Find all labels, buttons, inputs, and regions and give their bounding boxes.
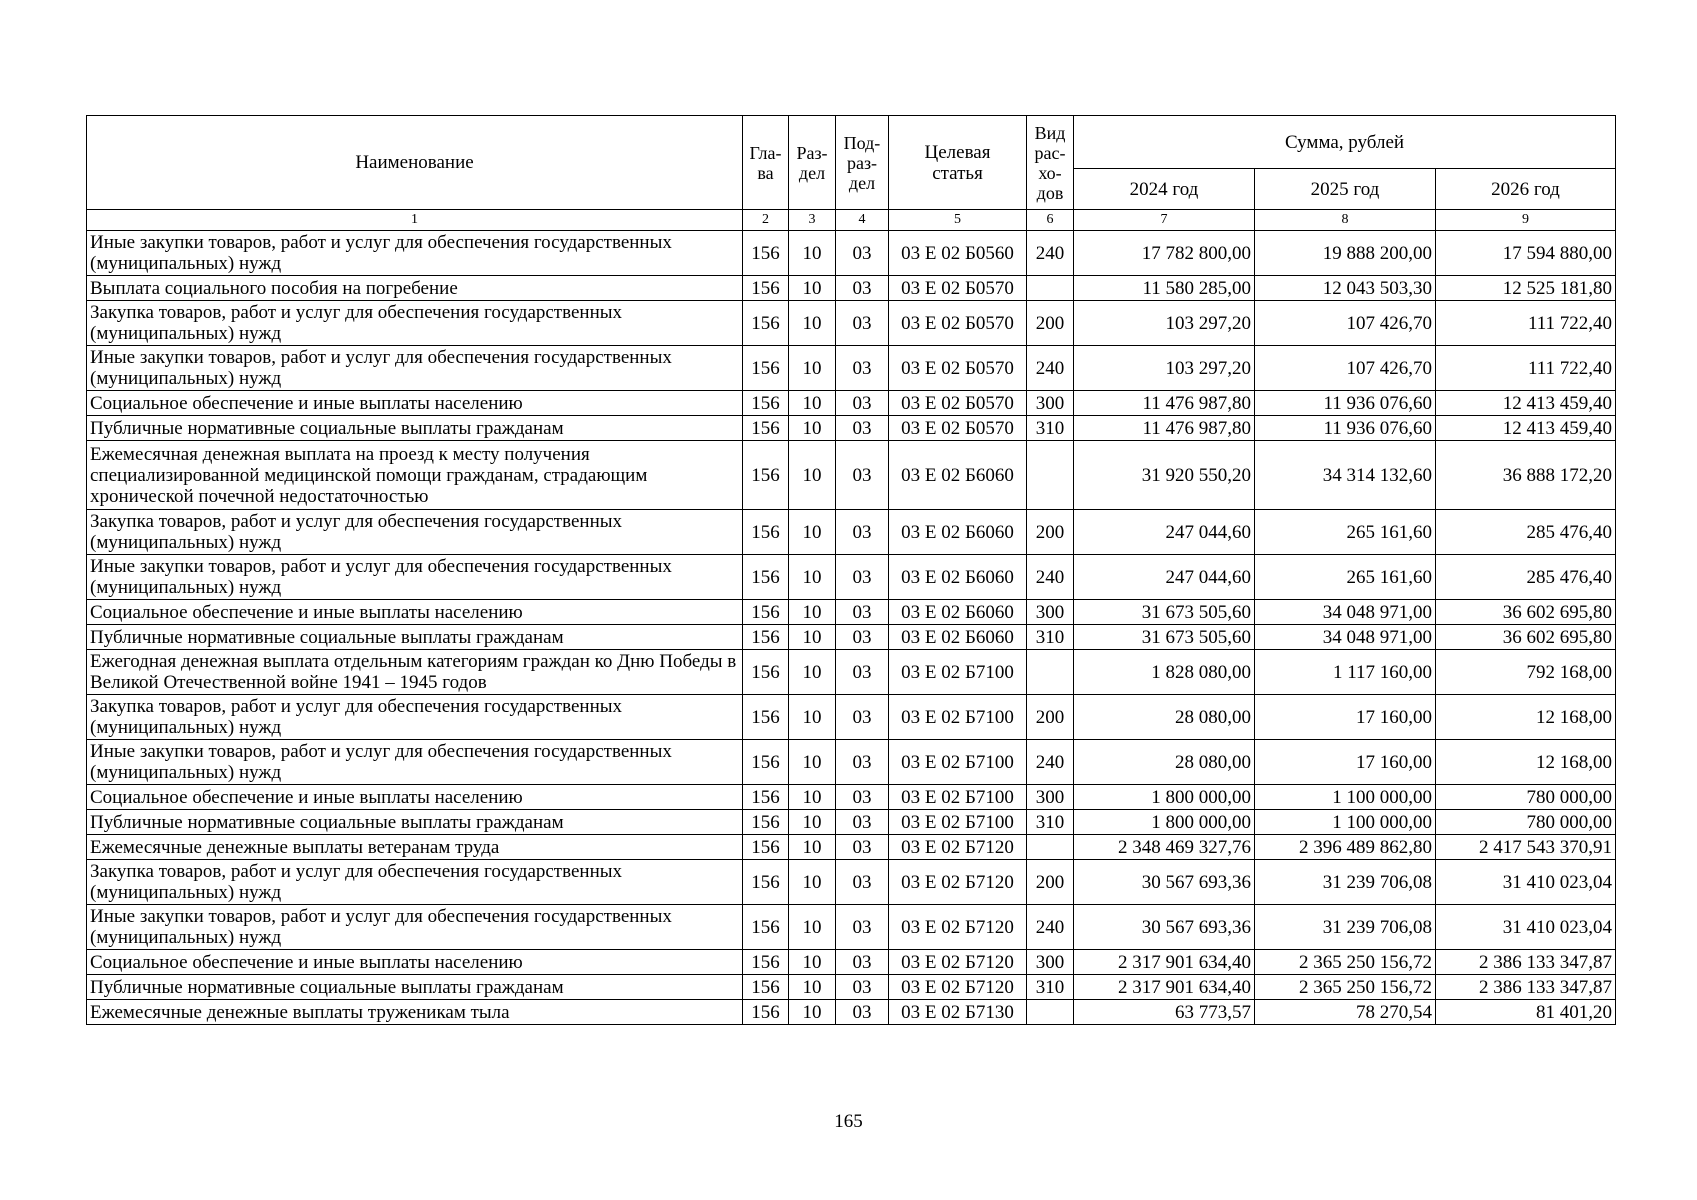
cell-glava: 156 xyxy=(743,416,789,441)
cell-podrazdel: 03 xyxy=(836,276,889,301)
cell-glava: 156 xyxy=(743,695,789,740)
cell-glava: 156 xyxy=(743,301,789,346)
table-body xyxy=(87,231,1616,1025)
column-number-cell: 6 xyxy=(1027,210,1074,231)
table-row xyxy=(87,810,1616,835)
cell-razdel: 10 xyxy=(789,650,836,695)
cell-sum-2024: 103 297,20 xyxy=(1074,346,1255,391)
cell-sum-2026: 12 413 459,40 xyxy=(1436,391,1616,416)
table-row xyxy=(87,441,1616,510)
cell-celevaya-statya: 03 Е 02 Б6060 xyxy=(889,625,1027,650)
cell-podrazdel: 03 xyxy=(836,975,889,1000)
cell-sum-2024: 103 297,20 xyxy=(1074,301,1255,346)
cell-razdel: 10 xyxy=(789,276,836,301)
column-number-cell: 1 xyxy=(87,210,743,231)
cell-glava: 156 xyxy=(743,231,789,276)
cell-vid-rashodov: 240 xyxy=(1027,346,1074,391)
table-row xyxy=(87,695,1616,740)
table-row xyxy=(87,510,1616,555)
cell-razdel: 10 xyxy=(789,1000,836,1025)
table-row xyxy=(87,860,1616,905)
cell-sum-2024: 247 044,60 xyxy=(1074,555,1255,600)
cell-razdel: 10 xyxy=(789,860,836,905)
cell-sum-2026: 780 000,00 xyxy=(1436,810,1616,835)
cell-podrazdel: 03 xyxy=(836,346,889,391)
cell-celevaya-statya: 03 Е 02 Б7100 xyxy=(889,810,1027,835)
cell-celevaya-statya: 03 Е 02 Б7120 xyxy=(889,860,1027,905)
cell-sum-2024: 2 317 901 634,40 xyxy=(1074,950,1255,975)
cell-sum-2025: 265 161,60 xyxy=(1255,510,1436,555)
cell-name: Ежегодная денежная выплата отдельным категориям граждан ко Дню Победы в Великой Отечественной войне 1941 – 1945 годов xyxy=(87,650,743,695)
cell-glava: 156 xyxy=(743,975,789,1000)
cell-razdel: 10 xyxy=(789,346,836,391)
cell-sum-2026: 12 168,00 xyxy=(1436,740,1616,785)
cell-vid-rashodov: 300 xyxy=(1027,391,1074,416)
cell-celevaya-statya: 03 Е 02 Б0570 xyxy=(889,416,1027,441)
cell-sum-2026: 36 602 695,80 xyxy=(1436,625,1616,650)
cell-razdel: 10 xyxy=(789,740,836,785)
cell-sum-2025: 11 936 076,60 xyxy=(1255,391,1436,416)
cell-sum-2025: 17 160,00 xyxy=(1255,695,1436,740)
cell-sum-2025: 11 936 076,60 xyxy=(1255,416,1436,441)
table-row xyxy=(87,391,1616,416)
cell-sum-2024: 1 800 000,00 xyxy=(1074,785,1255,810)
cell-sum-2024: 28 080,00 xyxy=(1074,695,1255,740)
cell-name: Иные закупки товаров, работ и услуг для обеспечения государственных (муниципальных) нужд xyxy=(87,346,743,391)
cell-name: Публичные нормативные социальные выплаты гражданам xyxy=(87,416,743,441)
cell-sum-2026: 2 417 543 370,91 xyxy=(1436,835,1616,860)
cell-celevaya-statya: 03 Е 02 Б7120 xyxy=(889,905,1027,950)
cell-podrazdel: 03 xyxy=(836,625,889,650)
cell-sum-2025: 34 048 971,00 xyxy=(1255,600,1436,625)
cell-celevaya-statya: 03 Е 02 Б7100 xyxy=(889,695,1027,740)
cell-sum-2024: 30 567 693,36 xyxy=(1074,905,1255,950)
cell-razdel: 10 xyxy=(789,695,836,740)
cell-vid-rashodov xyxy=(1027,1000,1074,1025)
cell-sum-2024: 11 476 987,80 xyxy=(1074,391,1255,416)
cell-vid-rashodov: 300 xyxy=(1027,785,1074,810)
cell-podrazdel: 03 xyxy=(836,391,889,416)
cell-celevaya-statya: 03 Е 02 Б6060 xyxy=(889,600,1027,625)
cell-sum-2025: 2 365 250 156,72 xyxy=(1255,950,1436,975)
cell-glava: 156 xyxy=(743,441,789,510)
table-row xyxy=(87,416,1616,441)
cell-glava: 156 xyxy=(743,860,789,905)
cell-sum-2026: 111 722,40 xyxy=(1436,301,1616,346)
header-year-2026: 2026 год xyxy=(1436,169,1616,210)
cell-vid-rashodov: 200 xyxy=(1027,695,1074,740)
cell-glava: 156 xyxy=(743,510,789,555)
cell-razdel: 10 xyxy=(789,810,836,835)
cell-name: Иные закупки товаров, работ и услуг для обеспечения государственных (муниципальных) нужд xyxy=(87,231,743,276)
cell-podrazdel: 03 xyxy=(836,695,889,740)
cell-sum-2026: 31 410 023,04 xyxy=(1436,860,1616,905)
cell-glava: 156 xyxy=(743,555,789,600)
table-row xyxy=(87,555,1616,600)
cell-sum-2024: 1 800 000,00 xyxy=(1074,810,1255,835)
cell-name: Закупка товаров, работ и услуг для обеспечения государственных (муниципальных) нужд xyxy=(87,860,743,905)
cell-razdel: 10 xyxy=(789,785,836,810)
cell-razdel: 10 xyxy=(789,625,836,650)
cell-sum-2024: 11 476 987,80 xyxy=(1074,416,1255,441)
cell-vid-rashodov xyxy=(1027,276,1074,301)
cell-vid-rashodov: 240 xyxy=(1027,555,1074,600)
cell-razdel: 10 xyxy=(789,950,836,975)
cell-sum-2025: 265 161,60 xyxy=(1255,555,1436,600)
column-number-cell: 8 xyxy=(1255,210,1436,231)
cell-vid-rashodov: 200 xyxy=(1027,860,1074,905)
cell-celevaya-statya: 03 Е 02 Б7100 xyxy=(889,785,1027,810)
cell-sum-2025: 31 239 706,08 xyxy=(1255,905,1436,950)
cell-sum-2025: 107 426,70 xyxy=(1255,301,1436,346)
cell-celevaya-statya: 03 Е 02 Б6060 xyxy=(889,555,1027,600)
cell-razdel: 10 xyxy=(789,835,836,860)
cell-glava: 156 xyxy=(743,276,789,301)
cell-sum-2025: 2 365 250 156,72 xyxy=(1255,975,1436,1000)
cell-razdel: 10 xyxy=(789,231,836,276)
cell-name: Закупка товаров, работ и услуг для обеспечения государственных (муниципальных) нужд xyxy=(87,510,743,555)
cell-celevaya-statya: 03 Е 02 Б7120 xyxy=(889,950,1027,975)
header-podrazdel: Под- раз- дел xyxy=(836,116,889,210)
cell-podrazdel: 03 xyxy=(836,510,889,555)
cell-sum-2026: 81 401,20 xyxy=(1436,1000,1616,1025)
cell-sum-2025: 1 117 160,00 xyxy=(1255,650,1436,695)
cell-name: Выплата социального пособия на погребение xyxy=(87,276,743,301)
cell-sum-2026: 31 410 023,04 xyxy=(1436,905,1616,950)
cell-glava: 156 xyxy=(743,625,789,650)
table-row xyxy=(87,740,1616,785)
cell-sum-2025: 19 888 200,00 xyxy=(1255,231,1436,276)
cell-podrazdel: 03 xyxy=(836,905,889,950)
header-name: Наименование xyxy=(87,116,743,210)
cell-sum-2026: 12 525 181,80 xyxy=(1436,276,1616,301)
cell-sum-2026: 12 168,00 xyxy=(1436,695,1616,740)
cell-name: Публичные нормативные социальные выплаты гражданам xyxy=(87,625,743,650)
cell-name: Иные закупки товаров, работ и услуг для обеспечения государственных (муниципальных) нужд xyxy=(87,555,743,600)
table-row xyxy=(87,301,1616,346)
cell-sum-2026: 111 722,40 xyxy=(1436,346,1616,391)
table-row xyxy=(87,346,1616,391)
cell-razdel: 10 xyxy=(789,905,836,950)
cell-sum-2025: 12 043 503,30 xyxy=(1255,276,1436,301)
table-row xyxy=(87,276,1616,301)
cell-celevaya-statya: 03 Е 02 Б0560 xyxy=(889,231,1027,276)
column-number-row xyxy=(87,210,1616,231)
cell-sum-2025: 78 270,54 xyxy=(1255,1000,1436,1025)
cell-vid-rashodov: 200 xyxy=(1027,301,1074,346)
cell-glava: 156 xyxy=(743,650,789,695)
cell-name: Социальное обеспечение и иные выплаты населению xyxy=(87,785,743,810)
cell-sum-2024: 11 580 285,00 xyxy=(1074,276,1255,301)
cell-sum-2025: 1 100 000,00 xyxy=(1255,810,1436,835)
cell-vid-rashodov: 240 xyxy=(1027,905,1074,950)
cell-podrazdel: 03 xyxy=(836,441,889,510)
cell-podrazdel: 03 xyxy=(836,950,889,975)
cell-sum-2026: 285 476,40 xyxy=(1436,510,1616,555)
cell-razdel: 10 xyxy=(789,441,836,510)
cell-celevaya-statya: 03 Е 02 Б7120 xyxy=(889,975,1027,1000)
cell-sum-2024: 63 773,57 xyxy=(1074,1000,1255,1025)
cell-celevaya-statya: 03 Е 02 Б7100 xyxy=(889,740,1027,785)
cell-sum-2025: 34 048 971,00 xyxy=(1255,625,1436,650)
table-row xyxy=(87,600,1616,625)
cell-name: Закупка товаров, работ и услуг для обеспечения государственных (муниципальных) нужд xyxy=(87,695,743,740)
header-celevaya-statya: Целевая статья xyxy=(889,116,1027,210)
cell-name: Социальное обеспечение и иные выплаты населению xyxy=(87,950,743,975)
cell-sum-2024: 1 828 080,00 xyxy=(1074,650,1255,695)
budget-table xyxy=(86,115,1616,1025)
cell-sum-2025: 107 426,70 xyxy=(1255,346,1436,391)
cell-sum-2024: 31 920 550,20 xyxy=(1074,441,1255,510)
cell-glava: 156 xyxy=(743,1000,789,1025)
header-glava: Гла- ва xyxy=(743,116,789,210)
cell-glava: 156 xyxy=(743,785,789,810)
cell-celevaya-statya: 03 Е 02 Б0570 xyxy=(889,276,1027,301)
cell-name: Ежемесячные денежные выплаты труженикам тыла xyxy=(87,1000,743,1025)
cell-vid-rashodov: 310 xyxy=(1027,625,1074,650)
cell-vid-rashodov: 240 xyxy=(1027,740,1074,785)
cell-glava: 156 xyxy=(743,835,789,860)
column-number-cell: 7 xyxy=(1074,210,1255,231)
cell-sum-2024: 31 673 505,60 xyxy=(1074,625,1255,650)
cell-name: Иные закупки товаров, работ и услуг для обеспечения государственных (муниципальных) нужд xyxy=(87,740,743,785)
cell-podrazdel: 03 xyxy=(836,860,889,905)
cell-sum-2024: 30 567 693,36 xyxy=(1074,860,1255,905)
cell-celevaya-statya: 03 Е 02 Б7100 xyxy=(889,650,1027,695)
cell-glava: 156 xyxy=(743,740,789,785)
cell-razdel: 10 xyxy=(789,555,836,600)
cell-vid-rashodov: 240 xyxy=(1027,231,1074,276)
table-row xyxy=(87,905,1616,950)
table-row xyxy=(87,785,1616,810)
cell-name: Ежемесячная денежная выплата на проезд к месту получения специализированной медицинской помощи гражданам, страдающим хронической почечной недостаточностью xyxy=(87,441,743,510)
cell-glava: 156 xyxy=(743,600,789,625)
header-year-2024: 2024 год xyxy=(1074,169,1255,210)
cell-razdel: 10 xyxy=(789,301,836,346)
cell-vid-rashodov: 310 xyxy=(1027,416,1074,441)
cell-podrazdel: 03 xyxy=(836,740,889,785)
cell-name: Социальное обеспечение и иные выплаты населению xyxy=(87,600,743,625)
table-row xyxy=(87,950,1616,975)
cell-vid-rashodov: 300 xyxy=(1027,950,1074,975)
cell-name: Публичные нормативные социальные выплаты гражданам xyxy=(87,975,743,1000)
cell-sum-2026: 2 386 133 347,87 xyxy=(1436,950,1616,975)
cell-podrazdel: 03 xyxy=(836,231,889,276)
cell-sum-2026: 17 594 880,00 xyxy=(1436,231,1616,276)
cell-celevaya-statya: 03 Е 02 Б7130 xyxy=(889,1000,1027,1025)
cell-podrazdel: 03 xyxy=(836,835,889,860)
cell-sum-2024: 17 782 800,00 xyxy=(1074,231,1255,276)
header-razdel: Раз- дел xyxy=(789,116,836,210)
cell-name: Социальное обеспечение и иные выплаты населению xyxy=(87,391,743,416)
cell-podrazdel: 03 xyxy=(836,301,889,346)
cell-glava: 156 xyxy=(743,950,789,975)
table-row xyxy=(87,650,1616,695)
cell-sum-2026: 285 476,40 xyxy=(1436,555,1616,600)
cell-podrazdel: 03 xyxy=(836,600,889,625)
header-vid-rashodov: Вид рас- хо- дов xyxy=(1027,116,1074,210)
table-row xyxy=(87,231,1616,276)
cell-razdel: 10 xyxy=(789,510,836,555)
cell-podrazdel: 03 xyxy=(836,785,889,810)
cell-sum-2024: 28 080,00 xyxy=(1074,740,1255,785)
column-number-cell: 2 xyxy=(743,210,789,231)
cell-sum-2026: 780 000,00 xyxy=(1436,785,1616,810)
cell-sum-2024: 2 317 901 634,40 xyxy=(1074,975,1255,1000)
cell-sum-2026: 36 888 172,20 xyxy=(1436,441,1616,510)
cell-sum-2026: 36 602 695,80 xyxy=(1436,600,1616,625)
header-summa: Сумма, рублей xyxy=(1074,116,1616,169)
cell-podrazdel: 03 xyxy=(836,810,889,835)
cell-vid-rashodov: 200 xyxy=(1027,510,1074,555)
cell-glava: 156 xyxy=(743,810,789,835)
cell-celevaya-statya: 03 Е 02 Б0570 xyxy=(889,346,1027,391)
cell-podrazdel: 03 xyxy=(836,1000,889,1025)
cell-sum-2024: 31 673 505,60 xyxy=(1074,600,1255,625)
cell-sum-2025: 1 100 000,00 xyxy=(1255,785,1436,810)
cell-name: Ежемесячные денежные выплаты ветеранам труда xyxy=(87,835,743,860)
cell-celevaya-statya: 03 Е 02 Б0570 xyxy=(889,391,1027,416)
table-row xyxy=(87,975,1616,1000)
cell-vid-rashodov xyxy=(1027,441,1074,510)
cell-name: Иные закупки товаров, работ и услуг для обеспечения государственных (муниципальных) нужд xyxy=(87,905,743,950)
cell-celevaya-statya: 03 Е 02 Б6060 xyxy=(889,510,1027,555)
header-year-2025: 2025 год xyxy=(1255,169,1436,210)
table-row xyxy=(87,835,1616,860)
cell-vid-rashodov: 310 xyxy=(1027,810,1074,835)
cell-name: Публичные нормативные социальные выплаты гражданам xyxy=(87,810,743,835)
cell-glava: 156 xyxy=(743,905,789,950)
cell-sum-2025: 17 160,00 xyxy=(1255,740,1436,785)
cell-celevaya-statya: 03 Е 02 Б6060 xyxy=(889,441,1027,510)
cell-podrazdel: 03 xyxy=(836,650,889,695)
cell-sum-2025: 31 239 706,08 xyxy=(1255,860,1436,905)
cell-razdel: 10 xyxy=(789,975,836,1000)
cell-sum-2026: 12 413 459,40 xyxy=(1436,416,1616,441)
table-row xyxy=(87,625,1616,650)
cell-razdel: 10 xyxy=(789,600,836,625)
table-row xyxy=(87,1000,1616,1025)
column-number-cell: 5 xyxy=(889,210,1027,231)
column-number-cell: 9 xyxy=(1436,210,1616,231)
column-number-cell: 4 xyxy=(836,210,889,231)
cell-sum-2024: 247 044,60 xyxy=(1074,510,1255,555)
cell-sum-2026: 792 168,00 xyxy=(1436,650,1616,695)
cell-sum-2025: 2 396 489 862,80 xyxy=(1255,835,1436,860)
cell-glava: 156 xyxy=(743,346,789,391)
page-number: 165 xyxy=(834,1111,863,1132)
cell-razdel: 10 xyxy=(789,391,836,416)
cell-name: Закупка товаров, работ и услуг для обеспечения государственных (муниципальных) нужд xyxy=(87,301,743,346)
column-number-cell: 3 xyxy=(789,210,836,231)
cell-celevaya-statya: 03 Е 02 Б0570 xyxy=(889,301,1027,346)
cell-sum-2025: 34 314 132,60 xyxy=(1255,441,1436,510)
cell-celevaya-statya: 03 Е 02 Б7120 xyxy=(889,835,1027,860)
cell-vid-rashodov xyxy=(1027,650,1074,695)
cell-podrazdel: 03 xyxy=(836,555,889,600)
cell-razdel: 10 xyxy=(789,416,836,441)
cell-vid-rashodov xyxy=(1027,835,1074,860)
cell-vid-rashodov: 310 xyxy=(1027,975,1074,1000)
cell-sum-2026: 2 386 133 347,87 xyxy=(1436,975,1616,1000)
cell-podrazdel: 03 xyxy=(836,416,889,441)
cell-sum-2024: 2 348 469 327,76 xyxy=(1074,835,1255,860)
cell-glava: 156 xyxy=(743,391,789,416)
cell-vid-rashodov: 300 xyxy=(1027,600,1074,625)
